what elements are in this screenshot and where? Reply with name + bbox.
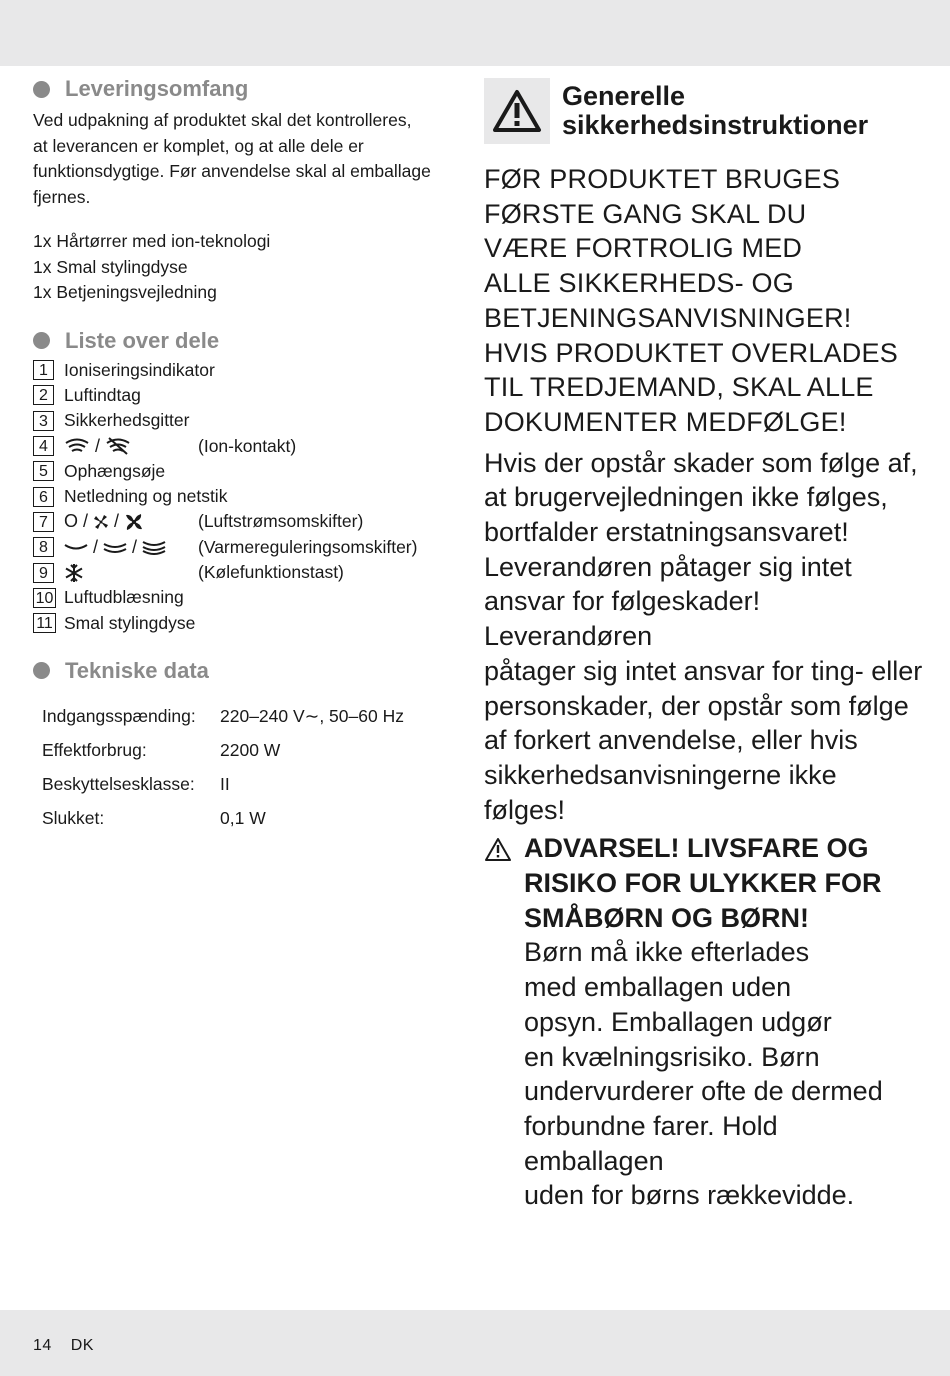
part-number: 1 xyxy=(33,360,54,380)
tech-value: 220–240 V∼, 50–60 Hz xyxy=(220,706,404,727)
caps-notice xyxy=(484,162,924,440)
parts-heading xyxy=(33,326,448,356)
slash-separator: / xyxy=(95,435,101,456)
delivery-heading-text: Leveringsomfang xyxy=(65,76,249,101)
title-line: Generelle xyxy=(562,81,686,111)
tech-key: Indgangsspænding: xyxy=(42,706,196,727)
airflow-symbols xyxy=(64,511,198,532)
cool-symbols xyxy=(64,563,198,583)
part-number: 2 xyxy=(33,385,54,405)
part-row xyxy=(33,433,448,458)
warning-content xyxy=(524,831,924,1213)
list-item: 1x Betjeningsvejledning xyxy=(33,282,217,302)
part-row xyxy=(33,358,448,383)
intro-line: fjernes. xyxy=(33,186,91,207)
part-label: (Ion-kontakt) xyxy=(198,435,297,456)
delivery-list xyxy=(33,229,448,306)
part-number: 11 xyxy=(33,613,56,633)
tech-value: 0,1 W xyxy=(220,808,266,829)
body-line: at brugervejledningen ikke følges, xyxy=(484,482,888,513)
body-line: personskader, der opstår som følge xyxy=(484,690,909,721)
part-label: Smal stylingdyse xyxy=(64,612,196,633)
body-line: Leverandøren påtager sig intet xyxy=(484,551,852,582)
fan-high-icon xyxy=(124,512,144,532)
ion-off-icon xyxy=(105,437,131,455)
tech-heading xyxy=(33,656,448,686)
part-row xyxy=(33,509,448,534)
intro-line: Ved udpakning af produktet skal det kontrolleres, xyxy=(33,110,412,130)
bottom-band xyxy=(0,1310,950,1376)
caps-line: HVIS PRODUKTET OVERLADES xyxy=(484,337,898,368)
heat-high-icon xyxy=(142,539,166,555)
part-number: 8 xyxy=(33,537,54,557)
warning-box xyxy=(484,78,550,144)
liability-text xyxy=(484,446,924,828)
tech-value: 2200 W xyxy=(220,740,281,761)
heat-medium-icon xyxy=(103,540,127,554)
left-column xyxy=(33,74,448,836)
warning-heading xyxy=(524,831,924,935)
warning-triangle-icon xyxy=(492,89,542,133)
slash-separator: / xyxy=(93,536,99,557)
part-row xyxy=(33,560,448,585)
bullet-icon xyxy=(33,662,50,679)
part-label: Sikkerhedsgitter xyxy=(64,410,190,431)
part-number: 10 xyxy=(33,588,56,608)
tech-key: Effektforbrug: xyxy=(42,740,147,761)
right-column xyxy=(484,78,924,1213)
bullet-icon xyxy=(33,81,50,98)
tech-row xyxy=(42,802,448,836)
body-line: sikkerhedsanvisningerne ikke følges! xyxy=(484,759,837,825)
warning-line: Børn må ikke efterlades xyxy=(524,937,810,968)
page-number: 14 xyxy=(33,1337,52,1354)
safety-title xyxy=(562,82,868,140)
title-line: sikkerhedsinstruktioner xyxy=(562,110,869,140)
slash-separator: / xyxy=(83,511,89,532)
snowflake-icon xyxy=(64,563,84,583)
parts-heading-text: Liste over dele xyxy=(65,327,220,353)
warning-icon-wrap xyxy=(484,831,524,1213)
part-row xyxy=(33,408,448,433)
warning-line: uden for børns rækkevidde. xyxy=(524,1180,855,1211)
part-row xyxy=(33,484,448,509)
warning-line: en kvælningsrisiko. Børn xyxy=(524,1041,820,1072)
caps-line: TIL TREDJEMAND, SKAL ALLE xyxy=(484,372,874,403)
body-line: ansvar for følgeskader! Leverandøren xyxy=(484,586,761,652)
part-row xyxy=(33,610,448,635)
caps-line: ALLE SIKKERHEDS- OG xyxy=(484,268,794,299)
top-band xyxy=(0,0,950,66)
heat-low-icon xyxy=(64,540,88,554)
heat-symbols xyxy=(64,537,198,558)
delivery-heading xyxy=(33,74,448,104)
caps-line: FØRSTE GANG SKAL DU xyxy=(484,198,807,229)
warning-heading-line: RISIKO FOR ULYKKER FOR xyxy=(524,868,882,899)
part-number: 6 xyxy=(33,487,54,507)
body-line: Hvis der opstår skader som følge af, xyxy=(484,447,918,478)
slash-separator: / xyxy=(132,536,138,557)
part-number: 9 xyxy=(33,563,54,583)
part-label: Ophængsøje xyxy=(64,460,166,481)
body-line: bortfalder erstatningsansvaret! xyxy=(484,517,849,548)
warning-line: forbundne farer. Hold emballagen xyxy=(524,1110,778,1176)
off-symbol: O xyxy=(64,511,79,532)
child-warning xyxy=(484,831,924,1213)
part-label: Luftudblæsning xyxy=(64,587,184,608)
body-line: af forkert anvendelse, eller hvis xyxy=(484,725,858,756)
warning-line: med emballagen uden xyxy=(524,972,792,1003)
part-number: 3 xyxy=(33,411,54,431)
caps-line: DOKUMENTER MEDFØLGE! xyxy=(484,406,847,437)
tech-row xyxy=(42,734,448,768)
caps-line: FØR PRODUKTET BRUGES xyxy=(484,164,841,194)
language-code: DK xyxy=(70,1337,94,1354)
safety-header xyxy=(484,78,924,144)
part-label: Ioniseringsindikator xyxy=(64,359,215,380)
warning-heading-line: ADVARSEL! LIVSFARE OG xyxy=(524,833,869,864)
intro-line: funktionsdygtige. Før anvendelse skal al emballage xyxy=(33,161,431,181)
fan-low-icon xyxy=(93,514,109,530)
warning-heading-line: SMÅBØRN OG BØRN! xyxy=(524,902,809,933)
tech-row xyxy=(42,768,448,802)
list-item: 1x Hårtørrer med ion-teknologi xyxy=(33,231,271,251)
slash-separator: / xyxy=(114,511,120,532)
ion-symbols xyxy=(64,436,198,457)
tech-row xyxy=(42,700,448,734)
part-label: Luftindtag xyxy=(64,384,141,405)
caps-line: VÆRE FORTROLIG MED xyxy=(484,233,803,264)
part-row xyxy=(33,459,448,484)
warning-line: undervurderer ofte de dermed xyxy=(524,1076,883,1107)
body-line: påtager sig intet ansvar for ting- eller xyxy=(484,655,923,686)
delivery-intro xyxy=(33,108,448,210)
parts-list xyxy=(33,358,448,636)
part-label: (Luftstrømsomskifter) xyxy=(198,511,364,532)
page-footer xyxy=(33,1337,108,1355)
tech-key: Beskyttelsesklasse: xyxy=(42,774,195,795)
tech-key: Slukket: xyxy=(42,808,105,829)
tech-table xyxy=(42,700,448,836)
part-number: 4 xyxy=(33,436,54,456)
warning-triangle-icon xyxy=(484,837,512,862)
tech-value: II xyxy=(220,774,230,795)
list-item: 1x Smal stylingdyse xyxy=(33,256,188,277)
bullet-icon xyxy=(33,332,50,349)
part-row xyxy=(33,585,448,610)
caps-line: BETJENINGSANVISNINGER! xyxy=(484,302,852,333)
part-label: (Kølefunktionstast) xyxy=(198,562,344,583)
part-row xyxy=(33,535,448,560)
warning-line: opsyn. Emballagen udgør xyxy=(524,1006,832,1037)
warning-body xyxy=(524,935,924,1213)
part-number: 5 xyxy=(33,461,54,481)
part-label: Netledning og netstik xyxy=(64,486,228,507)
part-row xyxy=(33,383,448,408)
ion-on-icon xyxy=(64,437,90,455)
part-label: (Varmereguleringsomskifter) xyxy=(198,536,418,557)
tech-heading-text: Tekniske data xyxy=(65,657,209,683)
intro-line: at leverancen er komplet, og at alle dele er xyxy=(33,135,364,156)
part-number: 7 xyxy=(33,512,54,532)
